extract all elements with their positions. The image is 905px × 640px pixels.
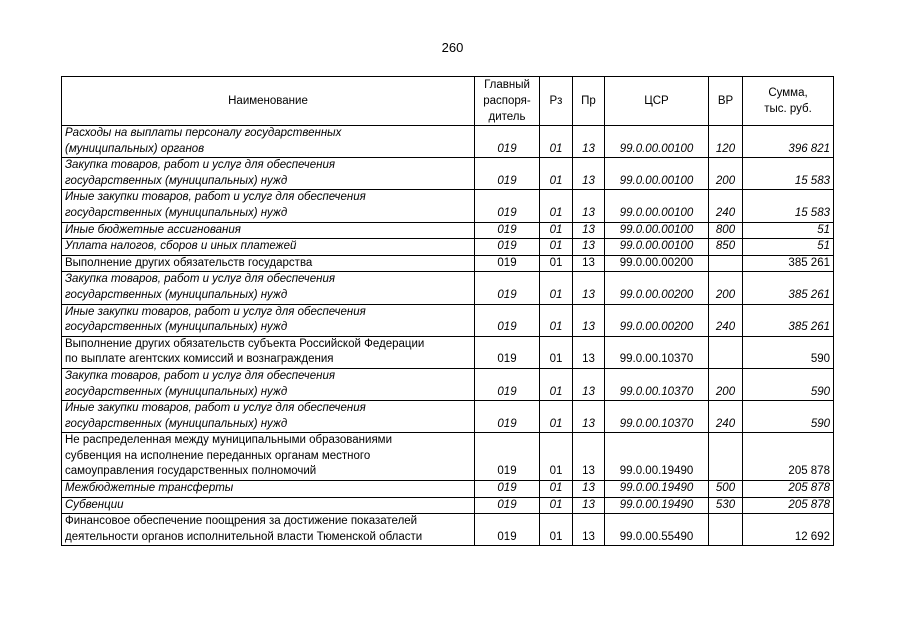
- table-body: [62, 126, 834, 546]
- cell-csr: 99.0.00.10370: [605, 401, 709, 433]
- cell-vr: 200: [709, 272, 743, 304]
- cell-grbs: 019: [475, 368, 540, 400]
- cell-vr: 240: [709, 190, 743, 222]
- header-rz: Рз: [540, 77, 573, 126]
- header-sum-line: Сумма,: [768, 87, 808, 99]
- cell-sum: 51: [743, 239, 834, 256]
- cell-sum: 205 878: [743, 433, 834, 481]
- cell-name: [62, 222, 475, 239]
- cell-grbs: 019: [475, 158, 540, 190]
- cell-sum: 396 821: [743, 126, 834, 158]
- cell-sum: 205 878: [743, 497, 834, 514]
- cell-pr: 13: [573, 481, 605, 498]
- header-name: Наименование: [62, 77, 475, 126]
- cell-rz: 01: [540, 126, 573, 158]
- cell-sum: 51: [743, 222, 834, 239]
- cell-rz: 01: [540, 239, 573, 256]
- cell-pr: 13: [573, 222, 605, 239]
- cell-csr: 99.0.00.00200: [605, 304, 709, 336]
- cell-pr: 13: [573, 336, 605, 368]
- table-row: [62, 368, 834, 400]
- cell-name-line: деятельности органов исполнительной власти Тюменской области: [65, 530, 423, 543]
- cell-sum: 15 583: [743, 158, 834, 190]
- cell-csr: 99.0.00.00100: [605, 222, 709, 239]
- cell-name: [62, 239, 475, 256]
- cell-pr: 13: [573, 514, 605, 546]
- cell-name-line: государственных (муниципальных) нужд: [65, 174, 288, 187]
- cell-pr: 13: [573, 239, 605, 256]
- cell-name-line: государственных (муниципальных) нужд: [65, 417, 288, 430]
- cell-csr: 99.0.00.00100: [605, 239, 709, 256]
- cell-name: [62, 255, 475, 272]
- cell-name: [62, 481, 475, 498]
- cell-rz: 01: [540, 190, 573, 222]
- cell-name-line: Иные закупки товаров, работ и услуг для обеспечения: [65, 305, 366, 318]
- cell-name-line: Субвенции: [65, 498, 124, 511]
- cell-name: [62, 514, 475, 546]
- header-grbs: [475, 77, 540, 126]
- budget-table: [61, 76, 834, 546]
- cell-name-line: Уплата налогов, сборов и иных платежей: [65, 240, 297, 253]
- table-row: [62, 126, 834, 158]
- cell-pr: 13: [573, 304, 605, 336]
- cell-name-line: Межбюджетные трансферты: [65, 482, 234, 495]
- cell-name-line: Иные бюджетные ассигнования: [65, 223, 241, 236]
- cell-rz: 01: [540, 158, 573, 190]
- cell-name-line: Закупка товаров, работ и услуг для обеспечения: [65, 159, 336, 172]
- cell-vr: 240: [709, 304, 743, 336]
- cell-rz: 01: [540, 401, 573, 433]
- cell-pr: 13: [573, 126, 605, 158]
- cell-csr: 99.0.00.10370: [605, 336, 709, 368]
- cell-grbs: 019: [475, 222, 540, 239]
- table-row: [62, 239, 834, 256]
- cell-vr: 200: [709, 158, 743, 190]
- cell-csr: 99.0.00.19490: [605, 481, 709, 498]
- table-row: [62, 401, 834, 433]
- cell-vr: 500: [709, 481, 743, 498]
- cell-vr: [709, 255, 743, 272]
- cell-pr: 13: [573, 158, 605, 190]
- cell-grbs: 019: [475, 401, 540, 433]
- cell-rz: 01: [540, 433, 573, 481]
- table-row: [62, 304, 834, 336]
- cell-grbs: 019: [475, 190, 540, 222]
- cell-name: [62, 336, 475, 368]
- cell-vr: 120: [709, 126, 743, 158]
- cell-name: [62, 304, 475, 336]
- header-grbs-line: дитель: [488, 111, 526, 123]
- cell-name-line: самоуправления государственных полномочий: [65, 465, 317, 478]
- cell-name-line: Финансовое обеспечение поощрения за достижение показателей: [65, 515, 418, 528]
- cell-grbs: 019: [475, 255, 540, 272]
- cell-vr: [709, 514, 743, 546]
- cell-grbs: 019: [475, 497, 540, 514]
- cell-name-line: Закупка товаров, работ и услуг для обеспечения: [65, 273, 336, 286]
- cell-name: [62, 433, 475, 481]
- cell-name: [62, 272, 475, 304]
- cell-name: [62, 190, 475, 222]
- cell-name: [62, 401, 475, 433]
- cell-sum: 590: [743, 336, 834, 368]
- cell-vr: 800: [709, 222, 743, 239]
- header-grbs-line: распоря-: [483, 95, 531, 107]
- cell-name-line: Иные закупки товаров, работ и услуг для обеспечения: [65, 402, 366, 415]
- cell-name-line: государственных (муниципальных) нужд: [65, 288, 288, 301]
- cell-rz: 01: [540, 255, 573, 272]
- cell-csr: 99.0.00.19490: [605, 497, 709, 514]
- cell-name-line: по выплате агентских комиссий и вознаграждения: [65, 353, 334, 366]
- header-grbs-line: Главный: [484, 79, 530, 91]
- header-sum-line: тыс. руб.: [764, 103, 812, 115]
- cell-name: [62, 497, 475, 514]
- cell-grbs: 019: [475, 433, 540, 481]
- cell-csr: 99.0.00.10370: [605, 368, 709, 400]
- table-row: [62, 514, 834, 546]
- cell-csr: 99.0.00.00200: [605, 255, 709, 272]
- cell-vr: [709, 336, 743, 368]
- cell-vr: 240: [709, 401, 743, 433]
- cell-name: [62, 158, 475, 190]
- cell-pr: 13: [573, 272, 605, 304]
- cell-csr: 99.0.00.00100: [605, 190, 709, 222]
- cell-csr: 99.0.00.00100: [605, 158, 709, 190]
- cell-pr: 13: [573, 401, 605, 433]
- cell-name-line: субвенция на исполнение переданных органам местного: [65, 449, 371, 462]
- cell-name-line: государственных (муниципальных) нужд: [65, 321, 288, 334]
- cell-grbs: 019: [475, 126, 540, 158]
- cell-rz: 01: [540, 222, 573, 239]
- cell-grbs: 019: [475, 304, 540, 336]
- cell-sum: 385 261: [743, 272, 834, 304]
- cell-csr: 99.0.00.19490: [605, 433, 709, 481]
- cell-rz: 01: [540, 497, 573, 514]
- cell-name-line: государственных (муниципальных) нужд: [65, 206, 288, 219]
- table-row: [62, 255, 834, 272]
- table-row: [62, 158, 834, 190]
- cell-name-line: Не распределенная между муниципальными образованиями: [65, 434, 393, 447]
- cell-rz: 01: [540, 336, 573, 368]
- cell-rz: 01: [540, 481, 573, 498]
- cell-name-line: (муниципальных) органов: [65, 142, 205, 155]
- cell-vr: 850: [709, 239, 743, 256]
- cell-grbs: 019: [475, 272, 540, 304]
- cell-name: [62, 368, 475, 400]
- header-sum: [743, 77, 834, 126]
- header-pr: Пр: [573, 77, 605, 126]
- header-csr: ЦСР: [605, 77, 709, 126]
- table-row: [62, 272, 834, 304]
- cell-pr: 13: [573, 255, 605, 272]
- cell-sum: 590: [743, 368, 834, 400]
- cell-pr: 13: [573, 368, 605, 400]
- cell-sum: 205 878: [743, 481, 834, 498]
- cell-rz: 01: [540, 272, 573, 304]
- cell-name-line: государственных (муниципальных) нужд: [65, 385, 288, 398]
- cell-csr: 99.0.00.00100: [605, 126, 709, 158]
- cell-csr: 99.0.00.00200: [605, 272, 709, 304]
- cell-vr: 530: [709, 497, 743, 514]
- cell-sum: 15 583: [743, 190, 834, 222]
- cell-sum: 12 692: [743, 514, 834, 546]
- header-vr: ВР: [709, 77, 743, 126]
- cell-csr: 99.0.00.55490: [605, 514, 709, 546]
- page-number: 260: [441, 40, 464, 55]
- cell-pr: 13: [573, 433, 605, 481]
- cell-vr: 200: [709, 368, 743, 400]
- cell-pr: 13: [573, 190, 605, 222]
- table-row: [62, 481, 834, 498]
- cell-rz: 01: [540, 304, 573, 336]
- cell-name-line: Выполнение других обязательств государства: [65, 256, 313, 269]
- cell-sum: 590: [743, 401, 834, 433]
- cell-grbs: 019: [475, 481, 540, 498]
- cell-grbs: 019: [475, 239, 540, 256]
- table-row: [62, 190, 834, 222]
- table-row: [62, 222, 834, 239]
- cell-sum: 385 261: [743, 304, 834, 336]
- table-row: [62, 336, 834, 368]
- cell-name: [62, 126, 475, 158]
- cell-vr: [709, 433, 743, 481]
- table-row: [62, 433, 834, 481]
- cell-name-line: Закупка товаров, работ и услуг для обеспечения: [65, 369, 336, 382]
- cell-name-line: Иные закупки товаров, работ и услуг для обеспечения: [65, 191, 366, 204]
- table-row: [62, 497, 834, 514]
- cell-pr: 13: [573, 497, 605, 514]
- cell-name-line: Выполнение других обязательств субъекта Российской Федерации: [65, 337, 425, 350]
- cell-grbs: 019: [475, 336, 540, 368]
- cell-rz: 01: [540, 368, 573, 400]
- cell-sum: 385 261: [743, 255, 834, 272]
- cell-rz: 01: [540, 514, 573, 546]
- cell-name-line: Расходы на выплаты персоналу государственных: [65, 127, 342, 139]
- cell-grbs: 019: [475, 514, 540, 546]
- table-header-row: [62, 77, 834, 126]
